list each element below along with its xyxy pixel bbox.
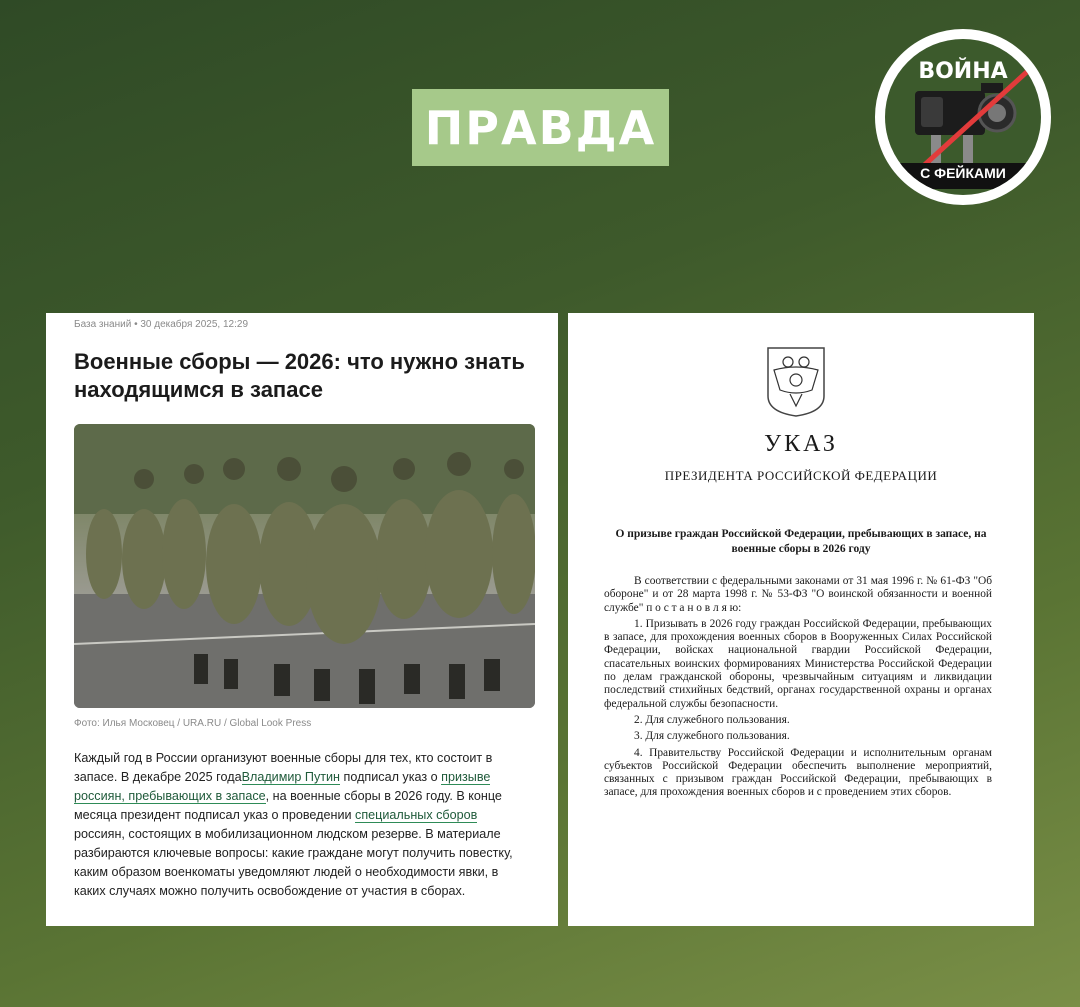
- link-reservists-decree[interactable]: призыве россиян, пребывающих в запасе: [74, 770, 491, 803]
- body-text-2: подписал указ о: [340, 770, 442, 784]
- photo-caption: Фото: Илья Московец / URA.RU / Global Look Press: [74, 718, 312, 729]
- article-headline[interactable]: Военные сборы — 2026: что нужно знать находящимся в запасе: [74, 349, 525, 402]
- soldiers-photo: [74, 424, 535, 708]
- decree-item-2: 2. Для служебного пользования.: [634, 713, 790, 726]
- logo-bottom-text: С ФЕЙКАМИ: [920, 165, 1006, 181]
- decree-subtitle: ПРЕЗИДЕНТА РОССИЙСКОЙ ФЕДЕРАЦИИ: [664, 468, 938, 483]
- decree-document: [568, 313, 1034, 926]
- decree-item-3: 3. Для служебного пользования.: [634, 730, 790, 743]
- decree-title: УКАЗ: [764, 431, 838, 457]
- decree-item-4: 4. Правительству Российской Федерации и исполнительным органам субъектов Российской Федерации обеспечить выполнение мероприятий, связанных с призывом граждан Российской Федерации, пребывающих в запасе, для прохождения военных сборов и с проведением этих сборов.: [604, 746, 992, 799]
- link-special-training[interactable]: специальных сборов: [355, 808, 478, 822]
- article-meta: База знаний • 30 декабря 2025, 12:29: [74, 319, 249, 330]
- decree-about: О призыве граждан Российской Федерации, пребывающих в запасе, на военные сборы в 2026 году: [615, 528, 987, 555]
- logo-top-text: ВОЙНА: [918, 59, 1008, 84]
- verdict-badge: ПРАВДА: [412, 89, 669, 166]
- decree-preamble: В соответствии с федеральными законами от 31 мая 1996 г. № 61-ФЗ "Об обороне" и от 28 марта 1998 г. № 53-ФЗ "О воинской обязанности и военной службе" п о с т а н о в л я ю:: [604, 575, 992, 614]
- body-text-4: россиян, состоящих в мобилизационном людском резерве. В материале разбираются ключевые вопросы: какие граждане могут получить повестку, каким образом военкоматы уведомляют людей о необходимости явки, в каких случаях можно получить освобождение от участия в сборах.: [74, 827, 513, 898]
- decree-item-1: 1. Призывать в 2026 году граждан Российской Федерации, пребывающих в запасе, для прохождения военных сборов в Вооруженных Силах Российской Федерации, войсках национальной гвардии Российской Федерации, спасательных воинских формированиях Министерства Российской Федерации по делам гражданской обороны, чрезвычайным ситуациям и ликвидации последствий стихийных бедствий, органах государственной охраны и органах федеральной службы безопасности.: [604, 617, 992, 710]
- body-text-3: , на военные сборы в 2026 году. В конце месяца президент подписал указ о проведении: [74, 789, 502, 822]
- brand-logo: [875, 29, 1051, 205]
- decree-body: [604, 575, 992, 803]
- article-body: [74, 749, 530, 901]
- coat-of-arms-icon: [764, 344, 828, 418]
- body-text-1: Каждый год в России организуют военные сборы для тех, кто состоит в запасе. В декабре 2025 года: [74, 751, 493, 784]
- soldiers-illustration: [74, 424, 535, 708]
- link-putin[interactable]: Владимир Путин: [241, 770, 341, 784]
- article-screenshot: [46, 313, 558, 926]
